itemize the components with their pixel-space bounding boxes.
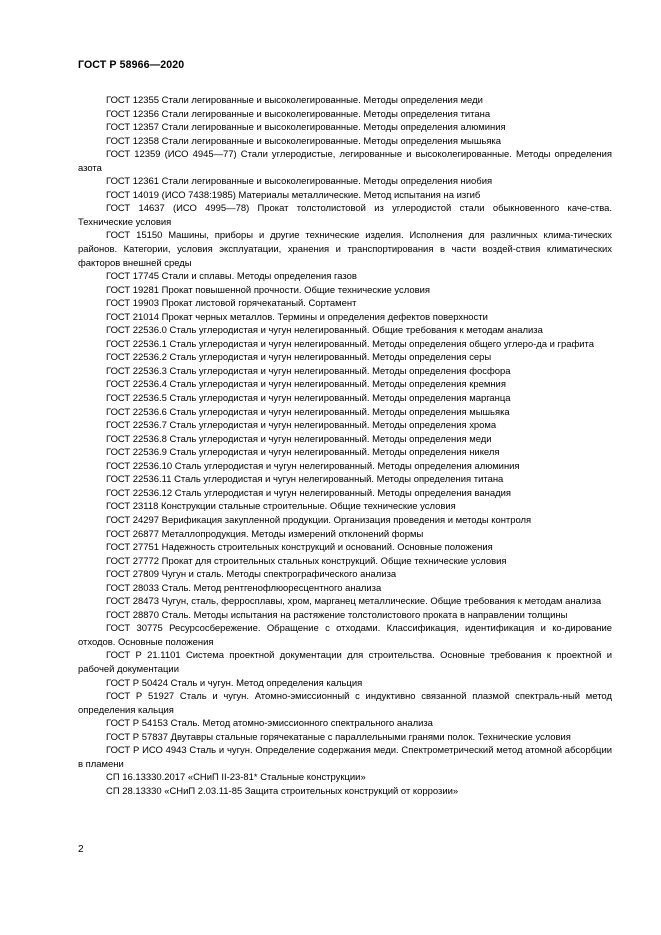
reference-item: ГОСТ 12355 Стали легированные и высоколегированные. Методы определения меди — [106, 95, 483, 106]
reference-item: ГОСТ 17745 Стали и сплавы. Методы определения газов — [106, 271, 357, 283]
reference-item: ГОСТ 12356 Стали легированные и высоколегированные. Методы определения титана — [106, 108, 491, 120]
reference-item: ГОСТ 21014 Прокат черных металлов. Термины и определения дефектов поверхности — [106, 311, 488, 323]
reference-item: ГОСТ 14637 (ИСО 4995—78) Прокат толстолистовой из углеродистой стали обыкновенного каче-ства. Технические условия — [78, 203, 612, 228]
reference-item: ГОСТ 22536.3 Сталь углеродистая и чугун нелегированный. Методы определения фосфора — [106, 365, 511, 377]
reference-item: ГОСТ 12359 (ИСО 4945—77) Стали углеродистые, легированные и высоколегированные. Методы определения азота — [78, 149, 612, 174]
reference-item: ГОСТ Р ИСО 4943 Сталь и чугун. Определение содержания меди. Спектрометрический метод атомной абсорбции в пламени — [78, 745, 612, 770]
reference-item: ГОСТ 23118 Конструкции стальные строительные. Общие технические условия — [106, 501, 456, 513]
reference-item: СП 16.13330.2017 «СНиП II-23-81* Стальные конструкции» — [106, 772, 366, 784]
reference-item: ГОСТ 30775 Ресурсосбережение. Обращение с отходами. Классификация, идентификация и ко-дирование отходов. Основные положения — [78, 623, 612, 648]
reference-item: ГОСТ 22536.8 Сталь углеродистая и чугун нелегированный. Методы определения меди — [106, 433, 492, 445]
reference-item: ГОСТ Р 21.1101 Система проектной документации для строительства. Основные требования к проектной и рабочей документации — [78, 650, 612, 675]
reference-item: ГОСТ 22536.12 Сталь углеродистая и чугун нелегированный. Методы определения ванадия — [106, 487, 511, 499]
reference-item: ГОСТ Р 50424 Сталь и чугун. Метод определения кальция — [106, 677, 363, 689]
reference-item: ГОСТ 28870 Сталь. Методы испытания на растяжение толстолистового проката в направлении толщины — [106, 609, 568, 621]
reference-item: ГОСТ 27772 Прокат для строительных стальных конструкций. Общие технические условия — [106, 555, 507, 567]
reference-item: ГОСТ 24297 Верификация закупленной продукции. Организация проведения и методы контроля — [106, 514, 532, 526]
reference-item: ГОСТ Р 57837 Двутавры стальные горячекатаные с параллельными гранями полок. Технические условия — [106, 731, 571, 743]
reference-item: ГОСТ 26877 Металлопродукция. Методы измерений отклонений формы — [106, 528, 424, 540]
reference-item: ГОСТ 22536.2 Сталь углеродистая и чугун нелегированный. Методы определения серы — [106, 352, 492, 364]
reference-item: ГОСТ 12358 Стали легированные и высоколегированные. Методы определения мышьяка — [106, 135, 502, 147]
reference-item: ГОСТ 28033 Сталь. Метод рентгенофлюоресцентного анализа — [106, 582, 382, 594]
reference-item: СП 28.13330 «СНиП 2.03.11-85 Защита строительных конструкций от коррозии» — [106, 785, 459, 797]
normative-references-list — [78, 94, 612, 798]
document-header-title: ГОСТ Р 58966—2020 — [78, 59, 185, 71]
reference-item: ГОСТ 15150 Машины, приборы и другие технические изделия. Исполнения для различных клима-тических районов. Категории, условия эксплуатации, хранения и транспортирования в части воздей-ствия климатических факторов внешней среды — [78, 230, 612, 269]
reference-item: ГОСТ 19281 Прокат повышенной прочности. Общие технические условия — [106, 284, 431, 296]
reference-item: ГОСТ 19903 Прокат листовой горячекатаный. Сортамент — [106, 298, 357, 310]
reference-item: ГОСТ 14019 (ИСО 7438:1985) Материалы металлические. Метод испытания на изгиб — [106, 189, 481, 201]
reference-item: ГОСТ Р 54153 Сталь. Метод атомно-эмиссионного спектрального анализа — [106, 718, 433, 730]
reference-item: ГОСТ 22536.5 Сталь углеродистая и чугун нелегированный. Методы определения марганца — [106, 393, 511, 405]
reference-item: ГОСТ 22536.4 Сталь углеродистая и чугун нелегированный. Методы определения кремния — [106, 379, 506, 391]
reference-item: ГОСТ 27809 Чугун и сталь. Методы спектрографического анализа — [106, 569, 397, 581]
reference-item: ГОСТ 12361 Стали легированные и высоколегированные. Методы определения ниобия — [106, 176, 493, 188]
reference-item: ГОСТ 12357 Стали легированные и высоколегированные. Методы определения алюминия — [106, 122, 506, 134]
reference-item: ГОСТ 22536.7 Сталь углеродистая и чугун нелегированный. Методы определения хрома — [106, 420, 497, 432]
reference-item: ГОСТ 22536.9 Сталь углеродистая и чугун нелегированный. Методы определения никеля — [106, 447, 500, 459]
reference-item: ГОСТ 22536.0 Сталь углеродистая и чугун нелегированный. Общие требования к методам анализа — [106, 325, 543, 337]
reference-item: ГОСТ 22536.10 Сталь углеродистая и чугун нелегированный. Методы определения алюминия — [106, 460, 520, 472]
reference-item: ГОСТ 22536.6 Сталь углеродистая и чугун нелегированный. Методы определения мышьяка — [106, 406, 510, 418]
page-number: 2 — [78, 844, 84, 855]
reference-item: ГОСТ Р 51927 Сталь и чугун. Атомно-эмиссионный с индуктивно связанной плазмой спектраль-ный метод определения кальция — [78, 691, 612, 716]
reference-item: ГОСТ 28473 Чугун, сталь, ферросплавы, хром, марганец металлические. Общие требования к методам анализа — [106, 596, 602, 608]
reference-item: ГОСТ 22536.1 Сталь углеродистая и чугун нелегированный. Методы определения общего углеро-да и графита — [106, 338, 594, 350]
reference-item: ГОСТ 27751 Надежность строительных конструкций и оснований. Основные положения — [106, 542, 493, 554]
reference-item: ГОСТ 22536.11 Сталь углеродистая и чугун нелегированный. Методы определения титана — [106, 474, 504, 486]
